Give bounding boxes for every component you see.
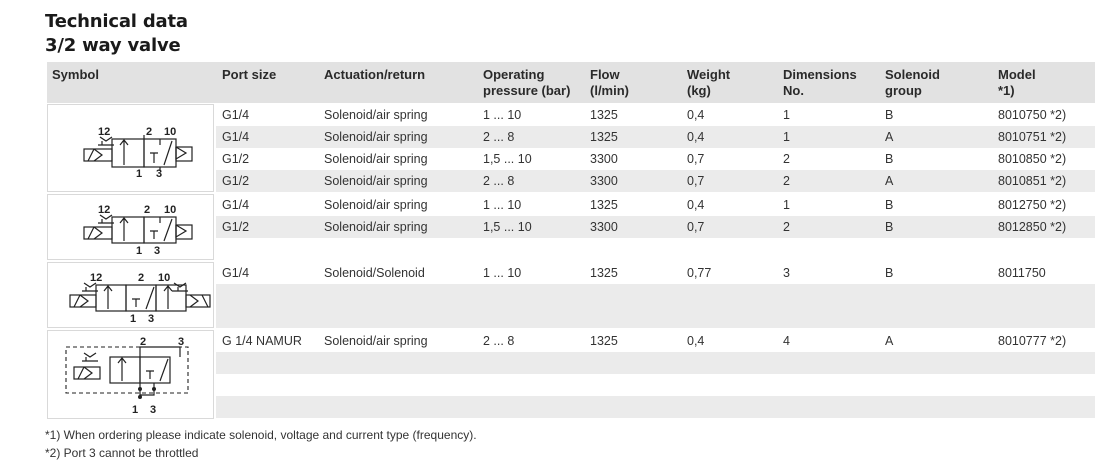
- port-12-label: 12: [98, 204, 111, 216]
- port-10-label: 10: [158, 272, 171, 284]
- cell-port-size: G1/4: [222, 108, 250, 122]
- cell-weight: 0,4: [687, 130, 705, 144]
- table-row: [216, 216, 1095, 238]
- port-12-label: 12: [98, 126, 111, 138]
- cell-dimensions: 2: [783, 220, 790, 234]
- cell-pressure: 1 ... 10: [483, 198, 522, 212]
- cell-flow: 3300: [590, 152, 618, 166]
- cell-actuation: Solenoid/air spring: [324, 130, 428, 144]
- cell-model: 8011750: [998, 266, 1046, 280]
- table-row-empty: [216, 396, 1095, 418]
- cell-port-size: G1/4: [222, 266, 250, 280]
- port-12-label: 12: [90, 272, 103, 284]
- cell-solenoid-group: B: [885, 152, 894, 166]
- port-1-label: 1: [136, 168, 143, 180]
- cell-dimensions: 2: [783, 174, 790, 188]
- cell-port-size: G 1/4 NAMUR: [222, 334, 302, 348]
- table-row-empty: [216, 374, 1095, 396]
- valve-symbol-group-2: [47, 194, 214, 260]
- cell-model: 8010851 *2): [998, 174, 1067, 188]
- cell-actuation: Solenoid/air spring: [324, 334, 428, 348]
- header-dimensions: Dimensions No.: [783, 67, 857, 98]
- port-2-label: 2: [146, 126, 153, 138]
- cell-flow: 1325: [590, 198, 618, 212]
- cell-model: 8010750 *2): [998, 108, 1067, 122]
- cell-pressure: 1 ... 10: [483, 266, 522, 280]
- cell-actuation: Solenoid/Solenoid: [324, 266, 425, 280]
- cell-dimensions: 3: [783, 266, 790, 280]
- cell-solenoid-group: A: [885, 334, 894, 348]
- cell-model: 8010850 *2): [998, 152, 1067, 166]
- cell-flow: 1325: [590, 334, 618, 348]
- cell-weight: 0,4: [687, 198, 705, 212]
- cell-weight: 0,7: [687, 152, 705, 166]
- port-1-label: 1: [136, 245, 143, 257]
- cell-weight: 0,4: [687, 108, 705, 122]
- table-row: [216, 330, 1095, 352]
- cell-flow: 1325: [590, 130, 618, 144]
- page-title: [45, 10, 188, 58]
- port-1-label: 1: [130, 313, 137, 325]
- cell-actuation: Solenoid/air spring: [324, 152, 428, 166]
- cell-model: 8010751 *2): [998, 130, 1067, 144]
- cell-dimensions: 4: [783, 334, 790, 348]
- cell-weight: 0,7: [687, 174, 705, 188]
- cell-dimensions: 1: [783, 198, 790, 212]
- table-row-empty: [216, 238, 1095, 260]
- cell-model: 8010777 *2): [998, 334, 1067, 348]
- cell-solenoid-group: B: [885, 198, 894, 212]
- cell-solenoid-group: A: [885, 174, 894, 188]
- cell-solenoid-group: A: [885, 130, 894, 144]
- cell-dimensions: 2: [783, 152, 790, 166]
- title-line-1: Technical data: [45, 11, 188, 32]
- cell-port-size: G1/4: [222, 198, 250, 212]
- port-10-label: 10: [164, 126, 177, 138]
- title-line-2: 3/2 way valve: [45, 35, 181, 56]
- table-row-empty: [216, 352, 1095, 374]
- cell-weight: 0,7: [687, 220, 705, 234]
- solenoid-air-spring-valve-icon-2: [48, 195, 213, 259]
- cell-weight: 0,4: [687, 334, 705, 348]
- header-weight: Weight (kg): [687, 67, 731, 98]
- footnote-1: *1) When ordering please indicate solenoid, voltage and current type (frequency).: [45, 428, 477, 442]
- port-3-top-label: 3: [178, 336, 185, 348]
- namur-valve-icon: [48, 331, 213, 418]
- cell-actuation: Solenoid/air spring: [324, 220, 428, 234]
- cell-solenoid-group: B: [885, 266, 894, 280]
- port-2-label: 2: [144, 204, 151, 216]
- header-model: Model *1): [998, 67, 1036, 98]
- cell-actuation: Solenoid/air spring: [324, 174, 428, 188]
- port-2-label: 2: [140, 336, 147, 348]
- solenoid-solenoid-valve-icon: [48, 263, 213, 327]
- port-3-label: 3: [150, 404, 157, 416]
- cell-port-size: G1/2: [222, 152, 250, 166]
- table-row-empty: [216, 284, 1095, 306]
- cell-actuation: Solenoid/air spring: [324, 198, 428, 212]
- cell-solenoid-group: B: [885, 108, 894, 122]
- cell-port-size: G1/4: [222, 130, 250, 144]
- header-flow: Flow (l/min): [590, 67, 629, 98]
- cell-model: 8012850 *2): [998, 220, 1067, 234]
- port-3-label: 3: [156, 168, 163, 180]
- cell-pressure: 1,5 ... 10: [483, 220, 532, 234]
- table-row: [216, 126, 1095, 148]
- header-pressure: Operating pressure (bar): [483, 67, 571, 98]
- table-row: [216, 104, 1095, 126]
- port-10-label: 10: [164, 204, 177, 216]
- cell-flow: 3300: [590, 220, 618, 234]
- solenoid-air-spring-valve-icon: [48, 105, 213, 191]
- footnote-2: *2) Port 3 cannot be throttled: [45, 446, 199, 460]
- cell-flow: 3300: [590, 174, 618, 188]
- valve-symbol-group-3: [47, 262, 214, 328]
- cell-flow: 1325: [590, 108, 618, 122]
- cell-pressure: 2 ... 8: [483, 334, 515, 348]
- port-3-label: 3: [154, 245, 161, 257]
- cell-model: 8012750 *2): [998, 198, 1067, 212]
- table-row: [216, 262, 1095, 284]
- valve-symbol-group-4: [47, 330, 214, 419]
- header-symbol: Symbol: [52, 67, 99, 82]
- cell-pressure: 2 ... 8: [483, 130, 515, 144]
- cell-pressure: 1 ... 10: [483, 108, 522, 122]
- cell-flow: 1325: [590, 266, 618, 280]
- table-row-empty: [216, 306, 1095, 328]
- cell-dimensions: 1: [783, 108, 790, 122]
- cell-dimensions: 1: [783, 130, 790, 144]
- cell-pressure: 1,5 ... 10: [483, 152, 532, 166]
- table-row: [216, 170, 1095, 192]
- cell-port-size: G1/2: [222, 220, 250, 234]
- header-actuation: Actuation/return: [324, 67, 426, 82]
- cell-solenoid-group: B: [885, 220, 894, 234]
- cell-port-size: G1/2: [222, 174, 250, 188]
- cell-actuation: Solenoid/air spring: [324, 108, 428, 122]
- port-1-label: 1: [132, 404, 139, 416]
- table-row: [216, 148, 1095, 170]
- port-3-label: 3: [148, 313, 155, 325]
- cell-pressure: 2 ... 8: [483, 174, 515, 188]
- cell-weight: 0,77: [687, 266, 712, 280]
- port-2-label: 2: [138, 272, 145, 284]
- valve-symbol-group-1: [47, 104, 214, 192]
- table-row: [216, 194, 1095, 216]
- header-solenoid-group: Solenoid group: [885, 67, 940, 98]
- header-port-size: Port size: [222, 67, 277, 82]
